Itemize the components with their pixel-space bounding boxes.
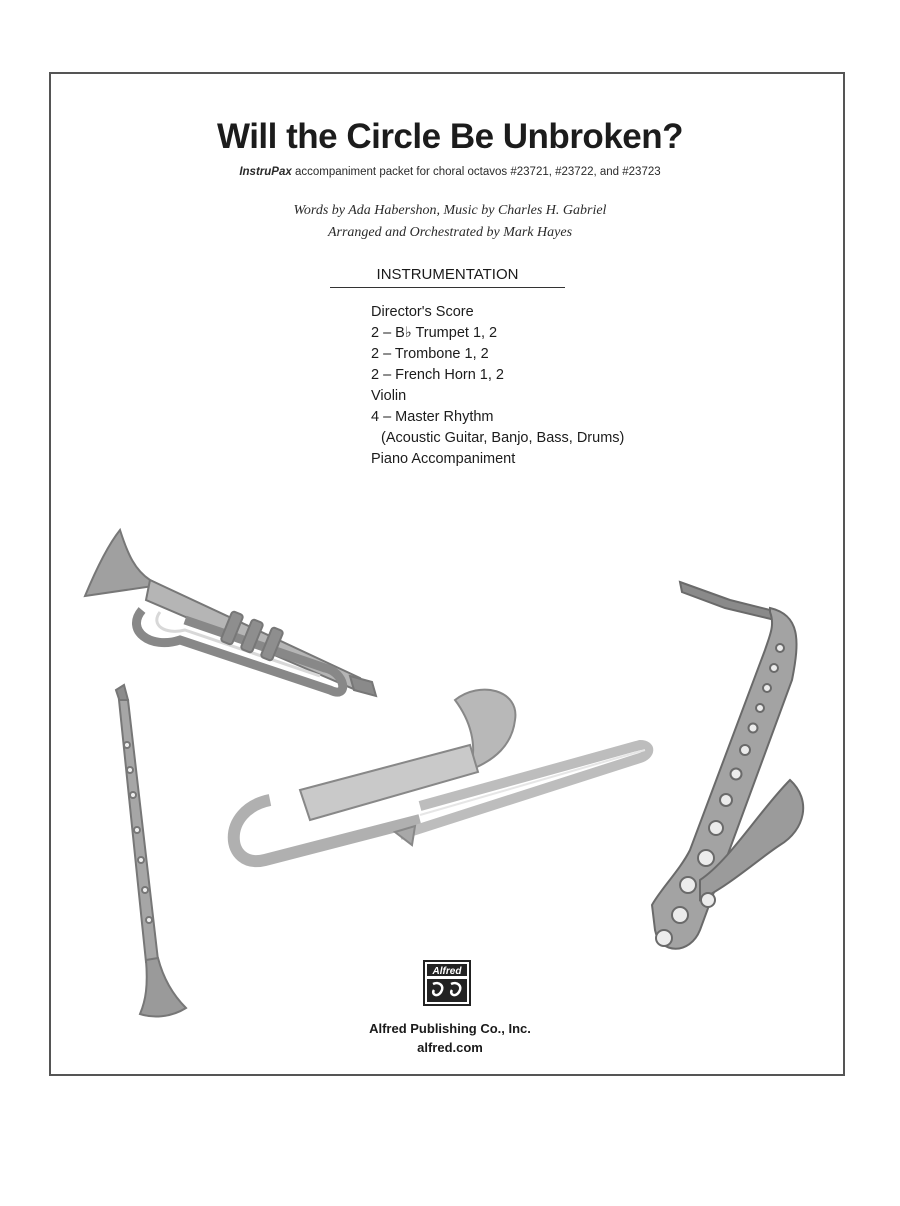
publisher-website: alfred.com [417,1040,483,1055]
list-item: Violin [371,388,407,404]
list-item: (Acoustic Guitar, Banjo, Bass, Drums) [381,430,625,446]
list-item: 4 – Master Rhythm [371,409,494,425]
saxophone-icon [652,582,803,949]
list-item: 2 – Trombone 1, 2 [371,346,489,362]
trumpet-icon [85,530,376,696]
alfred-logo [423,960,471,1006]
list-item: 2 – French Horn 1, 2 [371,367,504,383]
page-title: Will the Circle Be Unbroken? [216,117,684,156]
list-item: Piano Accompaniment [371,451,516,467]
list-item: 2 – B♭ Trumpet 1, 2 [371,325,498,341]
trombone-icon [234,690,649,862]
clarinet-icon [116,685,186,1016]
credit-words-music: Words by Ada Habershon, Music by Charles H. Gabriel [293,203,607,218]
subtitle-brand: InstruPax [239,166,292,178]
list-item: Director's Score [371,304,474,320]
subtitle-text: accompaniment packet for choral octavos #23721, #23722, and #23723 [291,166,661,178]
credit-arranger: Arranged and Orchestrated by Mark Hayes [327,225,573,240]
publisher-name: Alfred Publishing Co., Inc. [369,1021,531,1036]
instrumentation-heading: INSTRUMENTATION [330,266,565,288]
logo-text: Alfred [432,966,462,977]
